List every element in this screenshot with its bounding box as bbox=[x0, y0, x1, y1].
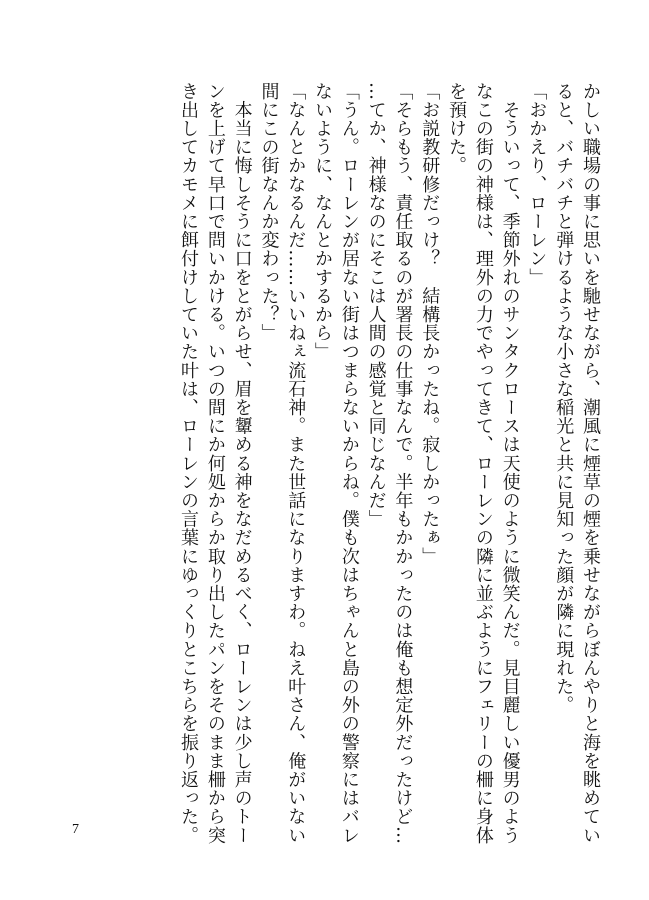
text-line: …てか、神様なのにそこは人間の感覚と同じなんだ」 bbox=[365, 82, 387, 529]
page-number: 7 bbox=[72, 822, 79, 837]
text-line: 「うん。ローレンが居ない街はつまらないからね。僕も次はちゃんと島の外の警察にはバレ bbox=[338, 82, 360, 845]
text-line: かしい職場の事に思いを馳せながら、潮風に煙草の煙を乗せながらぼんやりと海を眺めてい bbox=[580, 82, 601, 845]
text-line: を預けた。 bbox=[446, 82, 468, 175]
text-line: 「お説教研修だっけ？ 結構長かったね。寂しかったぁ」 bbox=[419, 82, 441, 566]
text-line: 「なんとかなるんだ……いいねぇ流石神。また世話になりますわ。ねえ叶さん、俺がいない bbox=[285, 82, 307, 845]
text-line: なこの街の神様は、理外の力でやってきて、ローレンの隣に並ぶようにフェリーの柵に身体 bbox=[472, 82, 494, 845]
text-line: ンを上げて早口で問いかける。いつの間にか何処からか取り出したパンをそのまま柵から突 bbox=[204, 82, 226, 845]
vertical-text-body bbox=[174, 82, 603, 845]
text-line: 「そらもう、責任取るのが署長の仕事なんで。半年もかかったのは俺も想定外だったけど… bbox=[392, 82, 414, 845]
text-line: 間にこの街なんか変わった？」 bbox=[258, 82, 280, 343]
text-line: き出してカモメに餌付けしていた叶は、ローレンの言葉にゆっくりとこちらを振り返った。 bbox=[178, 82, 200, 845]
text-line: ないように、なんとかするから」 bbox=[312, 82, 334, 361]
text-line: 「おかえり、ローレン」 bbox=[526, 82, 548, 287]
text-line: ると、バチバチと弾けるような小さな稲光と共に見知った顔が隣に現れた。 bbox=[553, 82, 575, 715]
text-line: そういって、季節外れのサンタクロースは天使のように微笑んだ。見目麗しい優男のよう bbox=[499, 82, 521, 845]
text-line: 本当に悔しそうに口をとがらせ、眉を顰める神をなだめるべく、ローレンは少し声のトー bbox=[231, 82, 253, 845]
